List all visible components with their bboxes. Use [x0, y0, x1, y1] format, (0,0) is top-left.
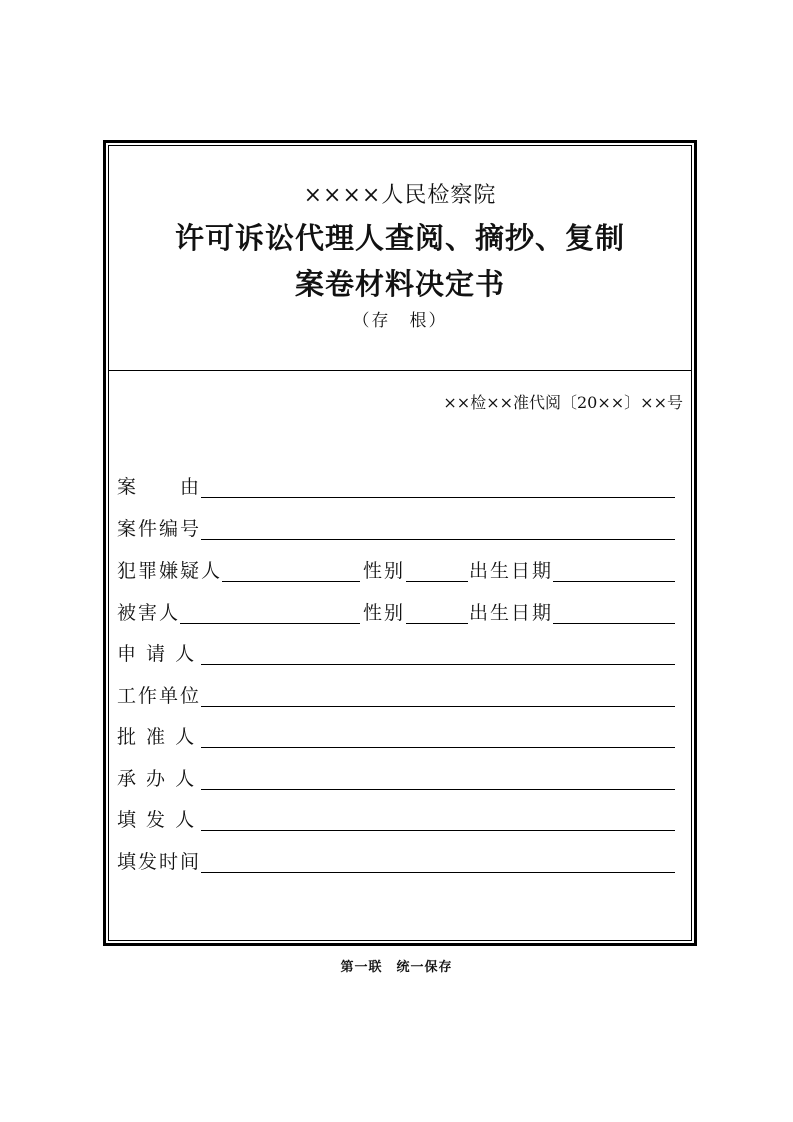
victim-gender-field[interactable]: [406, 623, 468, 624]
document-title-line2: 案卷材料决定书: [294, 267, 505, 301]
applicant-field[interactable]: [201, 664, 675, 665]
approver-row: [117, 720, 675, 750]
victim-row: [117, 596, 675, 626]
work-unit-label: 工作单位: [117, 685, 202, 707]
approver-field[interactable]: [201, 747, 675, 748]
issue-time-row: [117, 845, 675, 875]
handler-field[interactable]: [201, 789, 675, 790]
stub-label: （存 根）: [352, 311, 448, 331]
approver-label: 批 准 人: [117, 726, 197, 748]
procuratorate-name: ××××人民检察院: [303, 183, 497, 208]
document-title-line1: 许可诉讼代理人查阅、摘抄、复制: [174, 221, 625, 255]
victim-birth-date-label: 出生日期: [469, 602, 554, 624]
document-frame: [103, 140, 697, 946]
victim-gender-label: 性别: [363, 602, 406, 624]
suspect-birth-date-label: 出生日期: [469, 560, 554, 582]
handler-row: [117, 762, 675, 792]
victim-name-field[interactable]: [180, 623, 360, 624]
issuer-label: 填 发 人: [117, 809, 197, 831]
work-unit-row: [117, 679, 675, 709]
handler-label: 承 办 人: [117, 768, 197, 790]
victim-label: 被害人: [117, 602, 181, 624]
issuer-field[interactable]: [201, 830, 675, 831]
suspect-gender-label: 性别: [363, 560, 406, 582]
issue-time-field[interactable]: [201, 872, 675, 873]
work-unit-field[interactable]: [201, 706, 675, 707]
header-divider: [109, 370, 691, 371]
case-number-row: [117, 512, 675, 542]
victim-birth-date-field[interactable]: [553, 623, 675, 624]
document-number: ××检××准代阅〔20××〕××号: [443, 393, 683, 412]
suspect-row: [117, 554, 675, 584]
issuer-row: [117, 803, 675, 833]
suspect-label: 犯罪嫌疑人: [117, 560, 223, 582]
copy-footer: 第一联 统一保存: [340, 960, 453, 975]
case-number-label: 案件编号: [117, 518, 202, 540]
document-inner-frame: [108, 145, 692, 941]
applicant-row: [117, 637, 675, 667]
case-cause-row: [117, 470, 675, 500]
applicant-label: 申 请 人: [117, 643, 197, 665]
document-header: [109, 146, 691, 370]
issue-time-label: 填发时间: [117, 851, 202, 873]
case-number-field[interactable]: [201, 539, 675, 540]
case-cause-field[interactable]: [201, 497, 675, 498]
case-cause-label: 案 由: [117, 476, 202, 498]
suspect-gender-field[interactable]: [406, 581, 468, 582]
suspect-birth-date-field[interactable]: [553, 581, 675, 582]
suspect-name-field[interactable]: [222, 581, 360, 582]
